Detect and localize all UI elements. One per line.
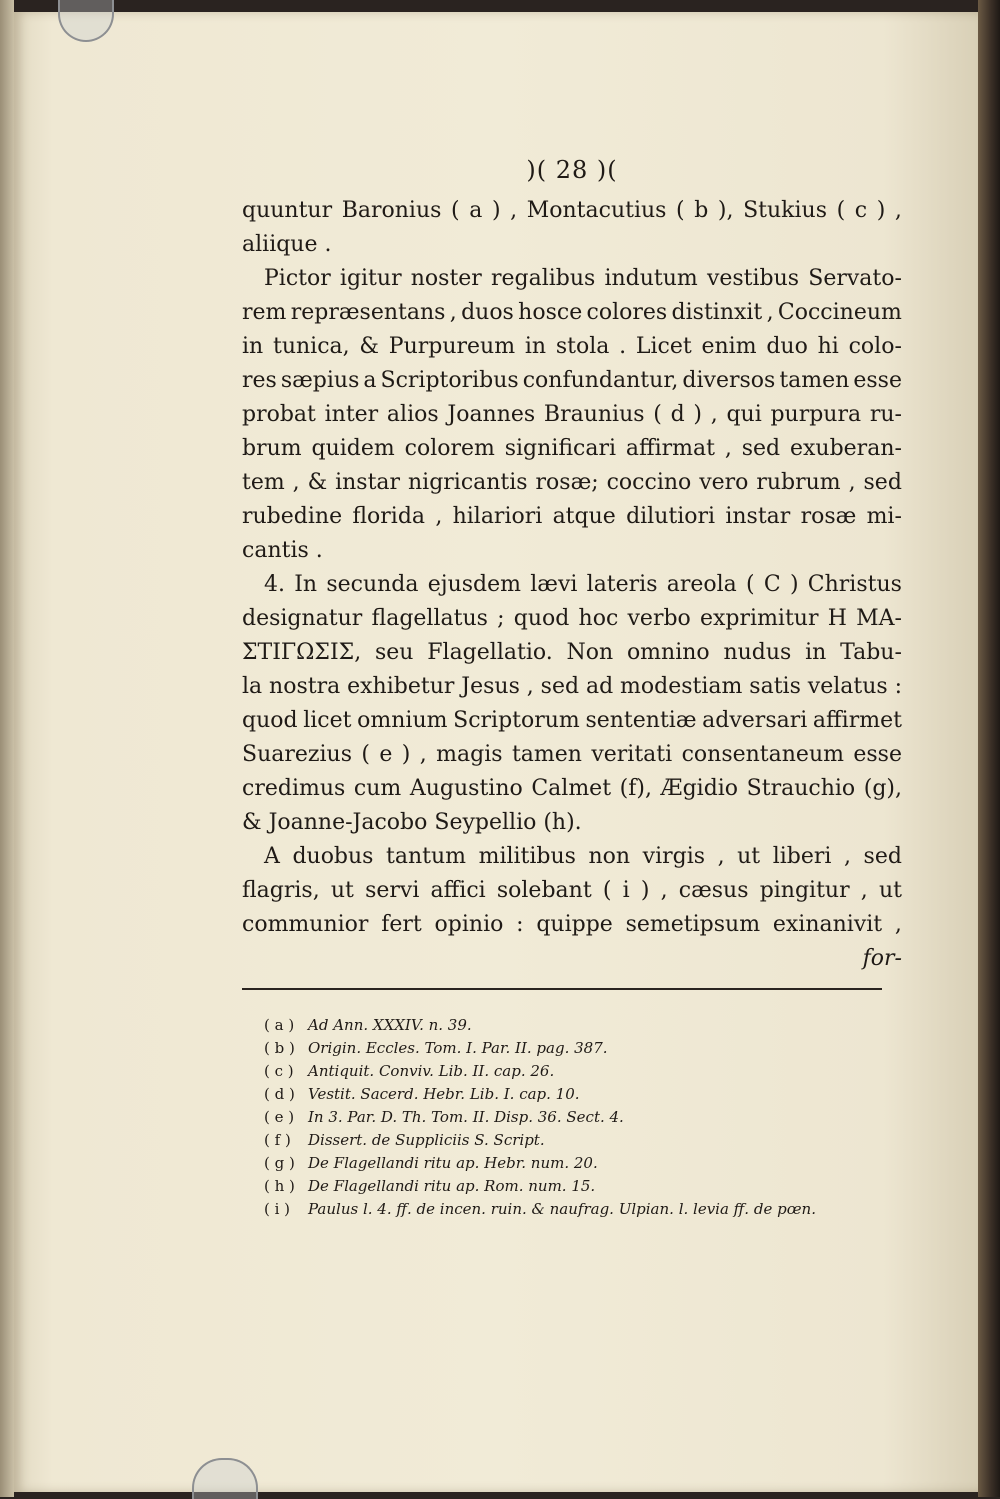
- text-line: probat inter alios Joannes Braunius ( d ) , qui purpura ru-: [242, 402, 902, 427]
- text-line: designatur flagellatus ; quod hoc verbo exprimitur Η ΜΑ-: [242, 606, 902, 631]
- footnote-text: Vestit. Sacerd. Hebr. Lib. I. cap. 10.: [308, 1085, 580, 1103]
- text-line: flagris, ut servi affici solebant ( i ) , cæsus pingitur , ut: [242, 878, 902, 903]
- text-line: tem , & instar nigricantis rosæ; coccino vero rubrum , sed: [242, 470, 902, 495]
- footnote-text: Ad Ann. XXXIV. n. 39.: [308, 1016, 472, 1034]
- footnote-rule: [242, 988, 882, 990]
- text-line: communior fert opinio : quippe semetipsum exinanivit ,: [242, 912, 902, 937]
- right-page-edge: [978, 0, 1000, 1497]
- footnote-text: Paulus l. 4. ff. de incen. ruin. & naufrag. Ulpian. l. levia ff. de pœn.: [308, 1200, 816, 1218]
- text-line: res sæpius a Scriptoribus confundantur, diversos tamen esse: [242, 368, 902, 393]
- text-line: quuntur Baronius ( a ) , Montacutius ( b ), Stukius ( c ) ,: [242, 198, 902, 223]
- footnote-mark: ( b ): [264, 1039, 295, 1057]
- footnote-mark: ( c ): [264, 1062, 294, 1080]
- footnote-mark: ( i ): [264, 1200, 291, 1218]
- footnote: [264, 1198, 904, 1221]
- footnote: [264, 1129, 904, 1152]
- footnote: [264, 1175, 904, 1198]
- text-line: cantis .: [242, 538, 323, 563]
- footnote: [264, 1083, 904, 1106]
- footnote: [264, 1152, 904, 1175]
- footnote-mark: ( a ): [264, 1016, 295, 1034]
- footnote-mark: ( h ): [264, 1177, 295, 1195]
- footnote-text: Dissert. de Suppliciis S. Script.: [308, 1131, 545, 1149]
- text-line: credimus cum Augustino Calmet (f), Ægidio Strauchio (g),: [242, 776, 902, 801]
- footnote-mark: ( e ): [264, 1108, 295, 1126]
- text-line: A duobus tantum militibus non virgis , ut liberi , sed: [264, 844, 902, 869]
- text-line: rem repræsentans , duos hosce colores distinxit , Coccineum: [242, 300, 902, 325]
- text-line: aliique .: [242, 232, 332, 257]
- footnote-text: In 3. Par. D. Th. Tom. II. Disp. 36. Sect. 4.: [308, 1108, 624, 1126]
- text-line: quod licet omnium Scriptorum sententiæ adversari affirmet: [242, 708, 902, 733]
- text-line: brum quidem colorem significari affirmat , sed exuberan-: [242, 436, 902, 461]
- footnote: [264, 1014, 904, 1037]
- footnote-text: Origin. Eccles. Tom. I. Par. II. pag. 387.: [308, 1039, 608, 1057]
- footnote-text: Antiquit. Conviv. Lib. II. cap. 26.: [308, 1062, 555, 1080]
- page-header: )( 28 )(: [526, 156, 618, 184]
- footnote-text: De Flagellandi ritu ap. Hebr. num. 20.: [308, 1154, 598, 1172]
- text-line: in tunica, & Purpureum in stola . Licet enim duo hi colo-: [242, 334, 902, 359]
- main-text: [242, 156, 902, 976]
- text-line: Suarezius ( e ) , magis tamen veritati consentaneum esse: [242, 742, 902, 767]
- text-line: ΣΤΙΓΩΣΙΣ, seu Flagellatio. Non omnino nudus in Tabu-: [242, 640, 902, 665]
- text-line: & Joanne-Jacobo Seypellio (h).: [242, 810, 582, 835]
- catchword: for-: [862, 946, 902, 971]
- footnote: [264, 1060, 904, 1083]
- text-line: 4. In secunda ejusdem lævi lateris areola ( C ) Christus: [264, 572, 902, 597]
- footnote-mark: ( g ): [264, 1154, 295, 1172]
- footnote-text: De Flagellandi ritu ap. Rom. num. 15.: [308, 1177, 596, 1195]
- footnote: [264, 1037, 904, 1060]
- text-line: rubedine florida , hilariori atque dilutiori instar rosæ mi-: [242, 504, 902, 529]
- footnotes: [264, 1014, 904, 1221]
- footnote-mark: ( f ): [264, 1131, 291, 1149]
- left-page-edge: [0, 0, 14, 1497]
- body-lines: [242, 194, 902, 942]
- text-line: Pictor igitur noster regalibus indutum vestibus Servato-: [264, 266, 902, 291]
- footnote-mark: ( d ): [264, 1085, 295, 1103]
- footnote: [264, 1106, 904, 1129]
- text-line: la nostra exhibetur Jesus , sed ad modestiam satis velatus :: [242, 674, 902, 699]
